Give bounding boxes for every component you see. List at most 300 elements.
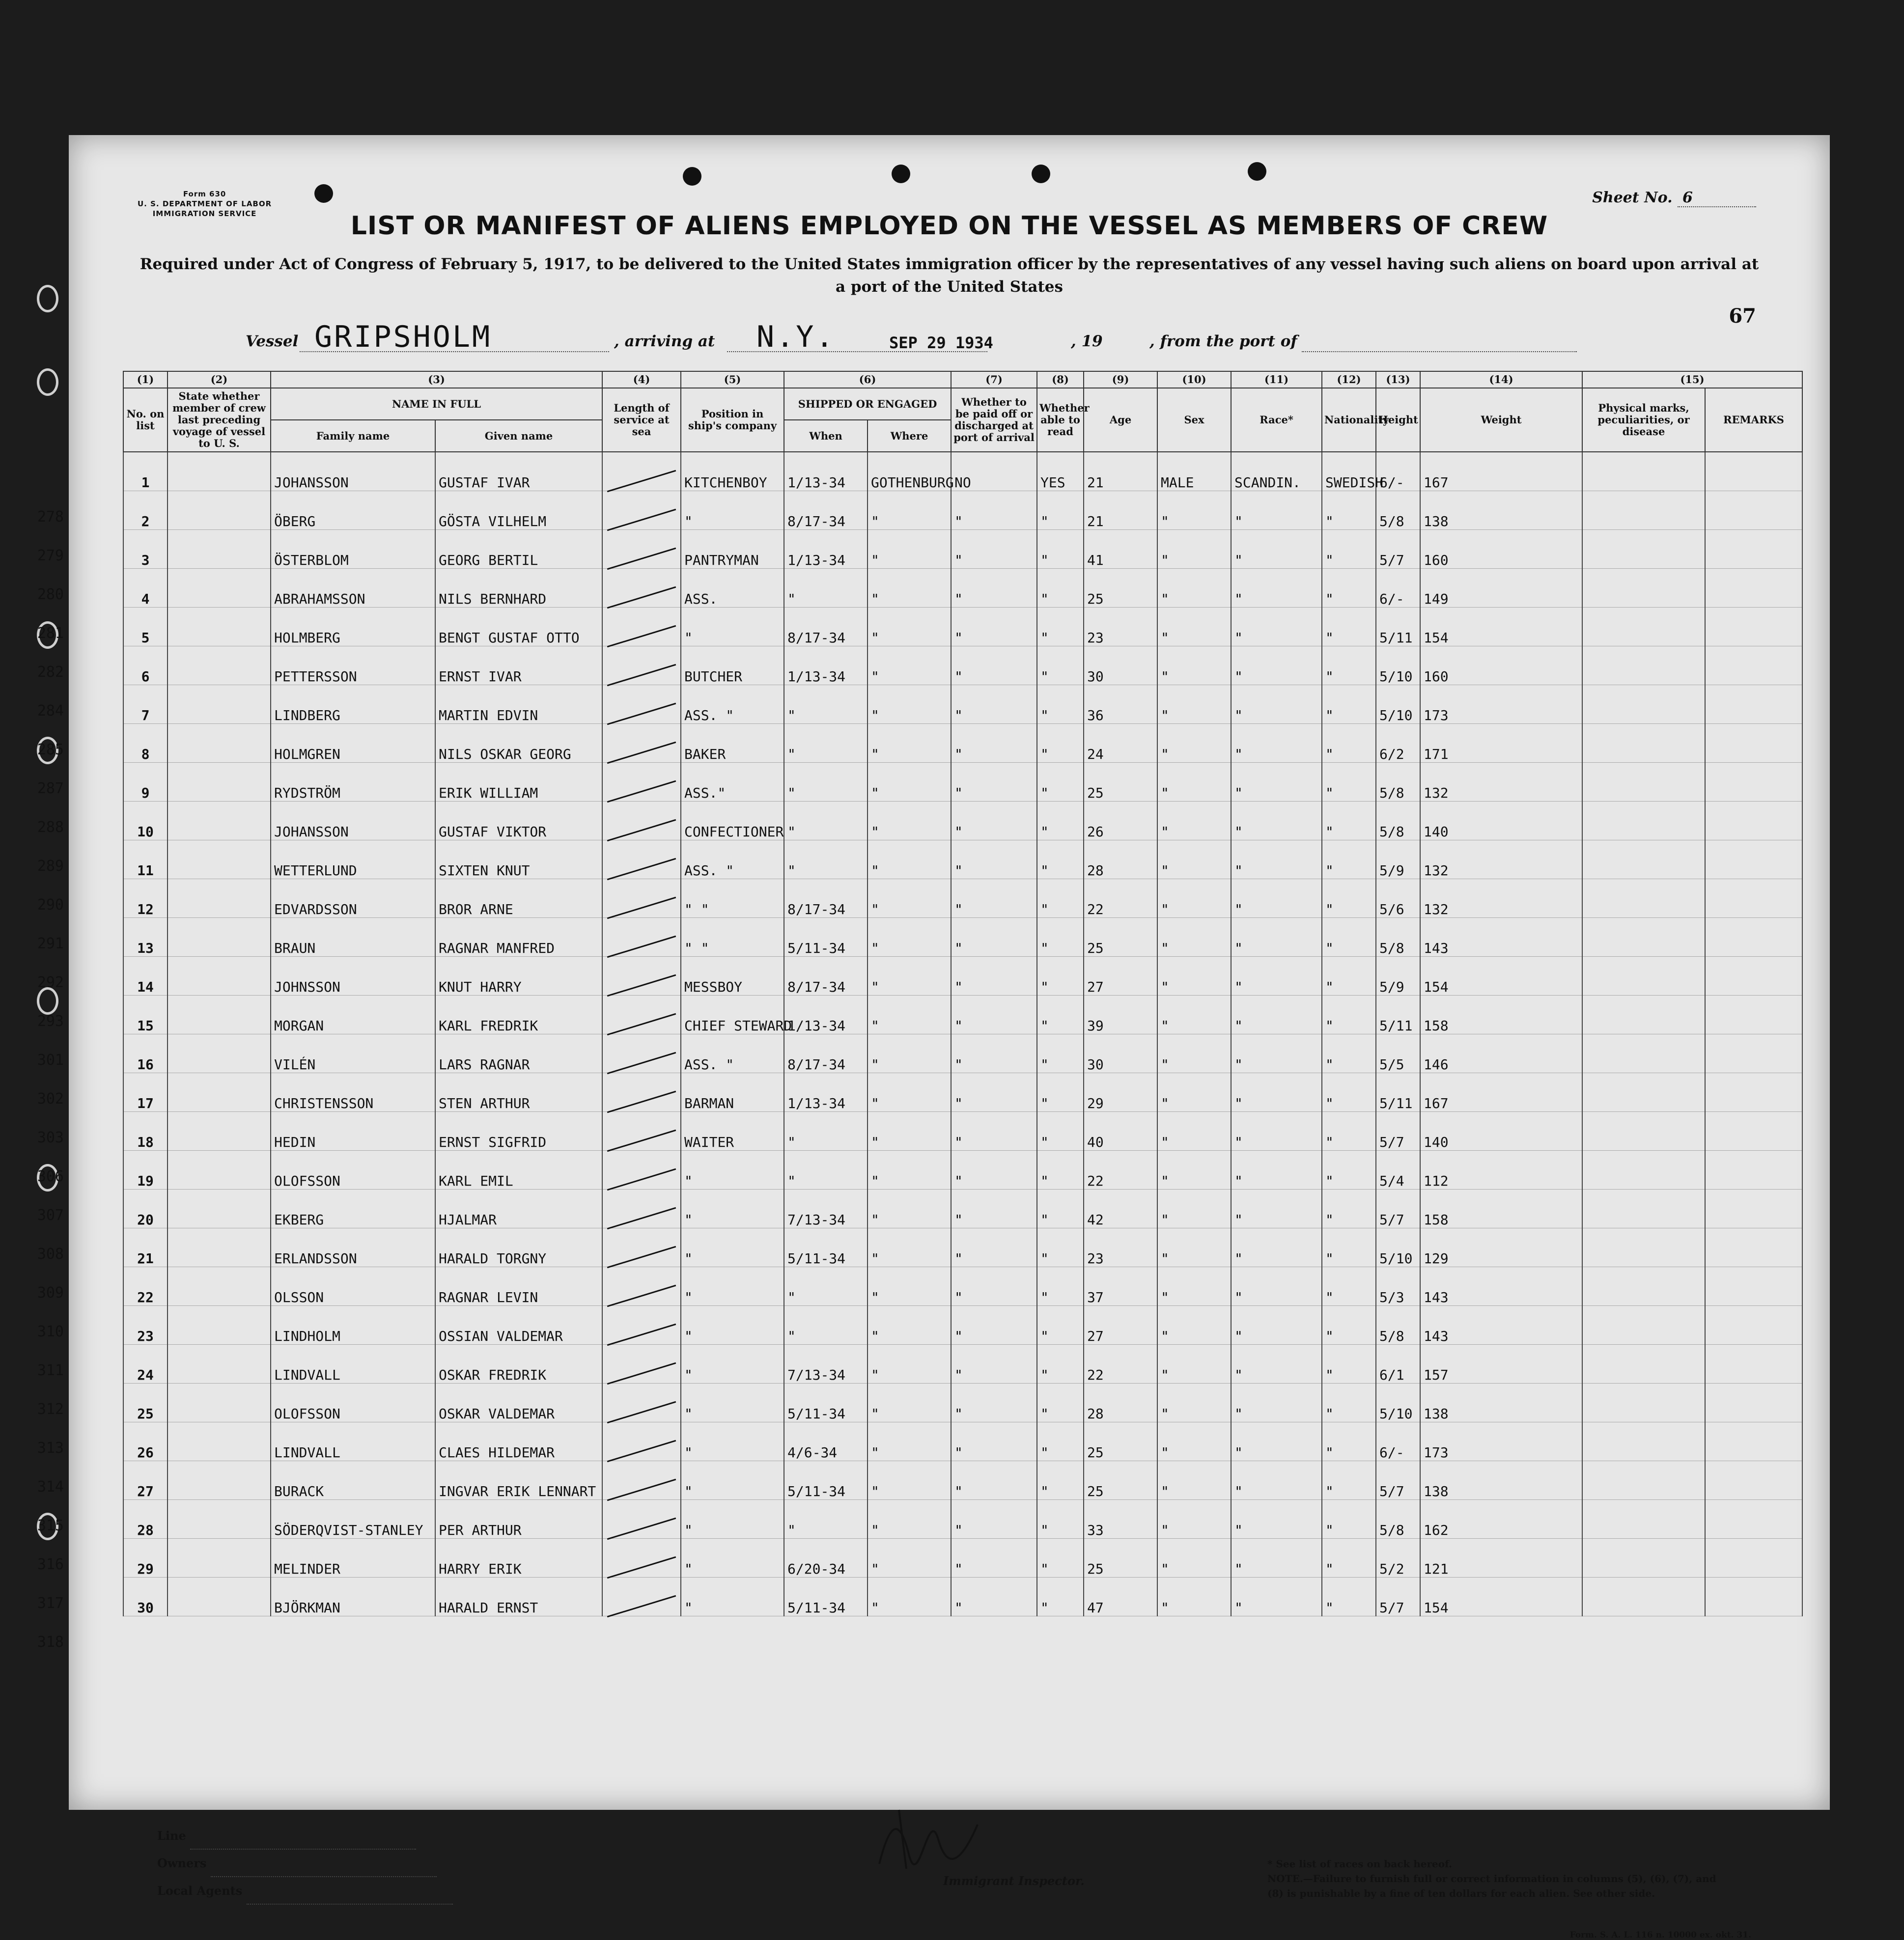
physical-marks-cell (1582, 918, 1705, 957)
nationality-cell: " (1322, 802, 1376, 840)
height-cell: 5/7 (1376, 530, 1420, 569)
paid-off-cell: " (951, 1345, 1037, 1384)
paid-off-cell: " (951, 1422, 1037, 1461)
shipped-when: 5/11-34 (784, 1384, 868, 1422)
nationality-cell: " (1322, 491, 1376, 530)
position-cell: " (681, 1228, 784, 1267)
row-number: 3 (123, 530, 168, 569)
margin-number: 290 (37, 896, 64, 914)
state-whether-cell (168, 1461, 271, 1500)
margin-number: 312 (37, 1401, 64, 1418)
header-name-in-full: NAME IN FULL (271, 388, 602, 420)
age-cell: 40 (1084, 1112, 1157, 1151)
nationality-cell: " (1322, 1422, 1376, 1461)
able-to-read-cell: " (1037, 763, 1084, 802)
given-name: BROR ARNE (435, 879, 602, 918)
race-cell: " (1231, 840, 1322, 879)
remarks-cell (1705, 1151, 1802, 1190)
nationality-cell: " (1322, 1112, 1376, 1151)
remarks-cell (1705, 1345, 1802, 1384)
binder-ring (37, 285, 58, 312)
age-cell: 42 (1084, 1190, 1157, 1228)
race-cell: " (1231, 1306, 1322, 1345)
table-row (123, 646, 1802, 685)
sex-cell: " (1157, 996, 1231, 1034)
col-num: (8) (1037, 371, 1084, 388)
position-cell: " (681, 1190, 784, 1228)
height-cell: 6/- (1376, 452, 1420, 491)
weight-cell: 143 (1420, 1306, 1582, 1345)
paid-off-cell: " (951, 879, 1037, 918)
paid-off-cell: " (951, 608, 1037, 646)
paid-off-cell: " (951, 569, 1037, 608)
row-number: 17 (123, 1073, 168, 1112)
physical-marks-cell (1582, 1228, 1705, 1267)
shipped-where: " (868, 724, 951, 763)
remarks-cell (1705, 1500, 1802, 1539)
shipped-when: 5/11-34 (784, 1228, 868, 1267)
sex-cell: " (1157, 879, 1231, 918)
header-given-name: Given name (435, 420, 602, 452)
owners-label: Owners (157, 1856, 207, 1870)
remarks-cell (1705, 1461, 1802, 1500)
col-num: (10) (1157, 371, 1231, 388)
family-name: SÖDERQVIST-STANLEY (271, 1500, 435, 1539)
row-number: 23 (123, 1306, 168, 1345)
shipped-where: " (868, 1539, 951, 1578)
length-of-service-mark (602, 879, 681, 918)
state-whether-cell (168, 608, 271, 646)
punch-hole (683, 167, 701, 186)
physical-marks-cell (1582, 1151, 1705, 1190)
paid-off-cell: NO (951, 452, 1037, 491)
able-to-read-cell: YES (1037, 452, 1084, 491)
given-name: KNUT HARRY (435, 957, 602, 996)
family-name: HOLMBERG (271, 608, 435, 646)
shipped-where: " (868, 840, 951, 879)
state-whether-cell (168, 569, 271, 608)
height-cell: 5/9 (1376, 957, 1420, 996)
paid-off-cell: " (951, 918, 1037, 957)
shipped-where: " (868, 1267, 951, 1306)
shipped-when: " (784, 569, 868, 608)
state-whether-cell (168, 1228, 271, 1267)
age-cell: 28 (1084, 840, 1157, 879)
arriving-port: N.Y. (756, 320, 836, 354)
shipped-where: " (868, 1461, 951, 1500)
state-whether-cell (168, 996, 271, 1034)
state-whether-cell (168, 491, 271, 530)
margin-number: 280 (37, 586, 64, 603)
sex-cell: " (1157, 1461, 1231, 1500)
weight-cell: 138 (1420, 1461, 1582, 1500)
page-subtitle: Required under Act of Congress of February 5, 1917, to be delivered to the United States immigration officer by the representatives of any vessel having such aliens on board upon arrival at a port of the United States (140, 255, 1759, 296)
length-of-service-mark (602, 802, 681, 840)
race-cell: " (1231, 530, 1322, 569)
shipped-when: 8/17-34 (784, 879, 868, 918)
shipped-where: " (868, 1306, 951, 1345)
height-cell: 5/8 (1376, 918, 1420, 957)
remarks-cell (1705, 569, 1802, 608)
row-number: 14 (123, 957, 168, 996)
col-num: (11) (1231, 371, 1322, 388)
shipped-where: " (868, 1500, 951, 1539)
able-to-read-cell: " (1037, 1073, 1084, 1112)
weight-cell: 160 (1420, 530, 1582, 569)
state-whether-cell (168, 1384, 271, 1422)
length-of-service-mark (602, 491, 681, 530)
position-cell: CONFECTIONER (681, 802, 784, 840)
position-cell: " (681, 1345, 784, 1384)
weight-cell: 154 (1420, 608, 1582, 646)
race-cell: " (1231, 802, 1322, 840)
margin-number: 309 (37, 1284, 64, 1302)
remarks-cell (1705, 1034, 1802, 1073)
margin-number: 308 (37, 1246, 64, 1263)
family-name: HEDIN (271, 1112, 435, 1151)
physical-marks-cell (1582, 1461, 1705, 1500)
race-cell: " (1231, 1384, 1322, 1422)
table-row (123, 996, 1802, 1034)
shipped-where: " (868, 879, 951, 918)
local-agents-label: Local Agents (157, 1884, 243, 1898)
able-to-read-cell: " (1037, 1384, 1084, 1422)
remarks-cell (1705, 1228, 1802, 1267)
position-cell: " " (681, 918, 784, 957)
height-cell: 5/6 (1376, 879, 1420, 918)
sex-cell: " (1157, 1422, 1231, 1461)
nationality-cell: " (1322, 685, 1376, 724)
position-cell: ASS. " (681, 840, 784, 879)
row-number: 15 (123, 996, 168, 1034)
row-number: 22 (123, 1267, 168, 1306)
length-of-service-mark (602, 1112, 681, 1151)
margin-number: 301 (37, 1052, 64, 1069)
state-whether-cell (168, 1073, 271, 1112)
nationality-cell: " (1322, 996, 1376, 1034)
table-row (123, 724, 1802, 763)
age-cell: 30 (1084, 646, 1157, 685)
given-name: STEN ARTHUR (435, 1073, 602, 1112)
age-cell: 30 (1084, 1034, 1157, 1073)
sex-cell: " (1157, 646, 1231, 685)
table-row (123, 1190, 1802, 1228)
row-number: 4 (123, 569, 168, 608)
weight-cell: 138 (1420, 491, 1582, 530)
state-whether-cell (168, 957, 271, 996)
remarks-cell (1705, 1073, 1802, 1112)
state-whether-cell (168, 1539, 271, 1578)
weight-cell: 160 (1420, 646, 1582, 685)
height-cell: 5/10 (1376, 685, 1420, 724)
paid-off-cell: " (951, 1112, 1037, 1151)
remarks-cell (1705, 724, 1802, 763)
margin-number: 281 (37, 625, 64, 642)
age-cell: 25 (1084, 1461, 1157, 1500)
race-cell: " (1231, 1073, 1322, 1112)
sex-cell: " (1157, 1112, 1231, 1151)
shipped-where: " (868, 1151, 951, 1190)
table-row (123, 1112, 1802, 1151)
nationality-cell: " (1322, 1306, 1376, 1345)
remarks-cell (1705, 1422, 1802, 1461)
margin-number: 302 (37, 1090, 64, 1108)
header-age: Age (1084, 388, 1157, 452)
shipped-where: " (868, 1345, 951, 1384)
sex-cell: " (1157, 724, 1231, 763)
paid-off-cell: " (951, 1151, 1037, 1190)
shipped-when: 5/11-34 (784, 1578, 868, 1616)
sex-cell: " (1157, 1500, 1231, 1539)
races-note: * See list of races on back hereof. (1267, 1858, 1452, 1870)
vessel-label: Vessel (246, 333, 299, 350)
race-cell: " (1231, 569, 1322, 608)
col-num: (12) (1322, 371, 1376, 388)
sheet-number (1592, 189, 1756, 207)
page-number: 67 (1729, 305, 1756, 328)
race-cell: " (1231, 1500, 1322, 1539)
position-cell: " (681, 1267, 784, 1306)
sex-cell: " (1157, 569, 1231, 608)
nationality-cell: " (1322, 1267, 1376, 1306)
age-cell: 26 (1084, 802, 1157, 840)
able-to-read-cell: " (1037, 724, 1084, 763)
length-of-service-mark (602, 1539, 681, 1578)
table-row (123, 1228, 1802, 1267)
shipped-when: 8/17-34 (784, 491, 868, 530)
height-cell: 5/10 (1376, 1228, 1420, 1267)
height-cell: 5/11 (1376, 608, 1420, 646)
row-number: 8 (123, 724, 168, 763)
family-name: MELINDER (271, 1539, 435, 1578)
state-whether-cell (168, 1190, 271, 1228)
family-name: ERLANDSSON (271, 1228, 435, 1267)
table-row (123, 1073, 1802, 1112)
row-number: 9 (123, 763, 168, 802)
table-row (123, 452, 1802, 491)
height-cell: 5/8 (1376, 1306, 1420, 1345)
sex-cell: " (1157, 1267, 1231, 1306)
given-name: HARALD TORGNY (435, 1228, 602, 1267)
shipped-when: 5/11-34 (784, 1461, 868, 1500)
shipped-when: 4/6-34 (784, 1422, 868, 1461)
length-of-service-mark (602, 840, 681, 879)
paid-off-cell: " (951, 685, 1037, 724)
age-cell: 21 (1084, 452, 1157, 491)
length-of-service-mark (602, 685, 681, 724)
family-name: JOHANSSON (271, 802, 435, 840)
binder-ring (37, 368, 58, 396)
physical-marks-cell (1582, 996, 1705, 1034)
sex-cell: " (1157, 1190, 1231, 1228)
punch-hole (314, 184, 333, 203)
header-length-service: Length of service at sea (602, 388, 681, 452)
length-of-service-mark (602, 1267, 681, 1306)
race-cell: " (1231, 1539, 1322, 1578)
header-remarks: REMARKS (1705, 388, 1802, 452)
nationality-cell: " (1322, 1228, 1376, 1267)
state-whether-cell (168, 1034, 271, 1073)
able-to-read-cell: " (1037, 1228, 1084, 1267)
length-of-service-mark (602, 530, 681, 569)
row-number: 1 (123, 452, 168, 491)
age-cell: 25 (1084, 763, 1157, 802)
header-shipped: SHIPPED OR ENGAGED (784, 388, 951, 420)
physical-marks-cell (1582, 569, 1705, 608)
physical-marks-cell (1582, 1500, 1705, 1539)
state-whether-cell (168, 802, 271, 840)
able-to-read-cell: " (1037, 879, 1084, 918)
state-whether-cell (168, 530, 271, 569)
row-number: 13 (123, 918, 168, 957)
family-name: LINDBERG (271, 685, 435, 724)
row-number: 10 (123, 802, 168, 840)
shipped-when: 1/13-34 (784, 996, 868, 1034)
margin-number: 313 (37, 1440, 64, 1457)
weight-cell: 143 (1420, 1267, 1582, 1306)
physical-marks-cell (1582, 1422, 1705, 1461)
position-cell: " (681, 1461, 784, 1500)
header-paid-off: Whether to be paid off or discharged at port of arrival (951, 388, 1037, 452)
paid-off-cell: " (951, 1539, 1037, 1578)
weight-cell: 140 (1420, 1112, 1582, 1151)
margin-number: 318 (37, 1634, 64, 1651)
position-cell: ASS." (681, 763, 784, 802)
length-of-service-mark (602, 1345, 681, 1384)
nationality-cell: " (1322, 608, 1376, 646)
state-whether-cell (168, 724, 271, 763)
paid-off-cell: " (951, 1190, 1037, 1228)
header-family-name: Family name (271, 420, 435, 452)
margin-number: 317 (37, 1595, 64, 1612)
shipped-when: 1/13-34 (784, 1073, 868, 1112)
margin-number: 287 (37, 780, 64, 797)
nationality-cell: " (1322, 1034, 1376, 1073)
race-cell: " (1231, 1034, 1322, 1073)
height-cell: 5/10 (1376, 1384, 1420, 1422)
length-of-service-mark (602, 1073, 681, 1112)
table-row (123, 1151, 1802, 1190)
family-name: LINDVALL (271, 1345, 435, 1384)
shipped-where: " (868, 1034, 951, 1073)
remarks-cell (1705, 530, 1802, 569)
row-number: 7 (123, 685, 168, 724)
margin-number: 279 (37, 547, 64, 564)
given-name: MARTIN EDVIN (435, 685, 602, 724)
margin-number: 278 (37, 508, 64, 526)
paid-off-cell: " (951, 1034, 1037, 1073)
state-whether-cell (168, 879, 271, 918)
nationality-cell: " (1322, 918, 1376, 957)
row-number: 16 (123, 1034, 168, 1073)
nationality-cell: " (1322, 1384, 1376, 1422)
given-name: BENGT GUSTAF OTTO (435, 608, 602, 646)
form-code: Form 630 (183, 190, 226, 198)
remarks-cell (1705, 491, 1802, 530)
able-to-read-cell: " (1037, 1306, 1084, 1345)
given-name: NILS BERNHARD (435, 569, 602, 608)
shipped-where: " (868, 685, 951, 724)
given-name: LARS RAGNAR (435, 1034, 602, 1073)
position-cell: KITCHENBOY (681, 452, 784, 491)
shipped-when: " (784, 1267, 868, 1306)
physical-marks-cell (1582, 957, 1705, 996)
paid-off-cell: " (951, 957, 1037, 996)
able-to-read-cell: " (1037, 646, 1084, 685)
given-name: GUSTAF IVAR (435, 452, 602, 491)
weight-cell: 143 (1420, 918, 1582, 957)
family-name: ÖSTERBLOM (271, 530, 435, 569)
given-name: OSKAR FREDRIK (435, 1345, 602, 1384)
physical-marks-cell (1582, 1345, 1705, 1384)
shipped-where: " (868, 918, 951, 957)
shipped-when: 8/17-34 (784, 608, 868, 646)
able-to-read-cell: " (1037, 569, 1084, 608)
manifest-sheet (69, 135, 1830, 1940)
binder-ring (37, 987, 58, 1015)
shipped-when: " (784, 1112, 868, 1151)
table-row (123, 1461, 1802, 1500)
remarks-cell (1705, 1306, 1802, 1345)
margin-number: 284 (37, 702, 64, 720)
given-name: OSKAR VALDEMAR (435, 1384, 602, 1422)
weight-cell: 129 (1420, 1228, 1582, 1267)
family-name: ABRAHAMSSON (271, 569, 435, 608)
table-row (123, 1345, 1802, 1384)
sheet-number-label: Sheet No. (1592, 189, 1673, 206)
paid-off-cell: " (951, 996, 1037, 1034)
paid-off-cell: " (951, 530, 1037, 569)
able-to-read-cell: " (1037, 530, 1084, 569)
length-of-service-mark (602, 452, 681, 491)
nationality-cell: " (1322, 957, 1376, 996)
able-to-read-cell: " (1037, 802, 1084, 840)
age-cell: 24 (1084, 724, 1157, 763)
table-row (123, 685, 1802, 724)
paid-off-cell: " (951, 1461, 1037, 1500)
state-whether-cell (168, 1267, 271, 1306)
physical-marks-cell (1582, 608, 1705, 646)
given-name: ERNST SIGFRID (435, 1112, 602, 1151)
table-row (123, 879, 1802, 918)
footer-note (1267, 1857, 1729, 1901)
position-cell: " (681, 1151, 784, 1190)
length-of-service-mark (602, 1422, 681, 1461)
age-cell: 22 (1084, 879, 1157, 918)
height-cell: 5/8 (1376, 491, 1420, 530)
length-of-service-mark (602, 1034, 681, 1073)
margin-number: 303 (37, 1129, 64, 1146)
paid-off-cell: " (951, 1500, 1037, 1539)
state-whether-cell (168, 1578, 271, 1616)
weight-cell: 132 (1420, 879, 1582, 918)
remarks-cell (1705, 918, 1802, 957)
remarks-cell (1705, 879, 1802, 918)
row-number: 12 (123, 879, 168, 918)
header-race: Race* (1231, 388, 1322, 452)
table-row (123, 1578, 1802, 1616)
age-cell: 39 (1084, 996, 1157, 1034)
age-cell: 47 (1084, 1578, 1157, 1616)
height-cell: 6/1 (1376, 1345, 1420, 1384)
age-cell: 23 (1084, 608, 1157, 646)
position-cell: BAKER (681, 724, 784, 763)
shipped-where: " (868, 491, 951, 530)
position-cell: " (681, 1500, 784, 1539)
family-name: BURACK (271, 1461, 435, 1500)
margin-number: 285 (37, 741, 64, 758)
age-cell: 37 (1084, 1267, 1157, 1306)
